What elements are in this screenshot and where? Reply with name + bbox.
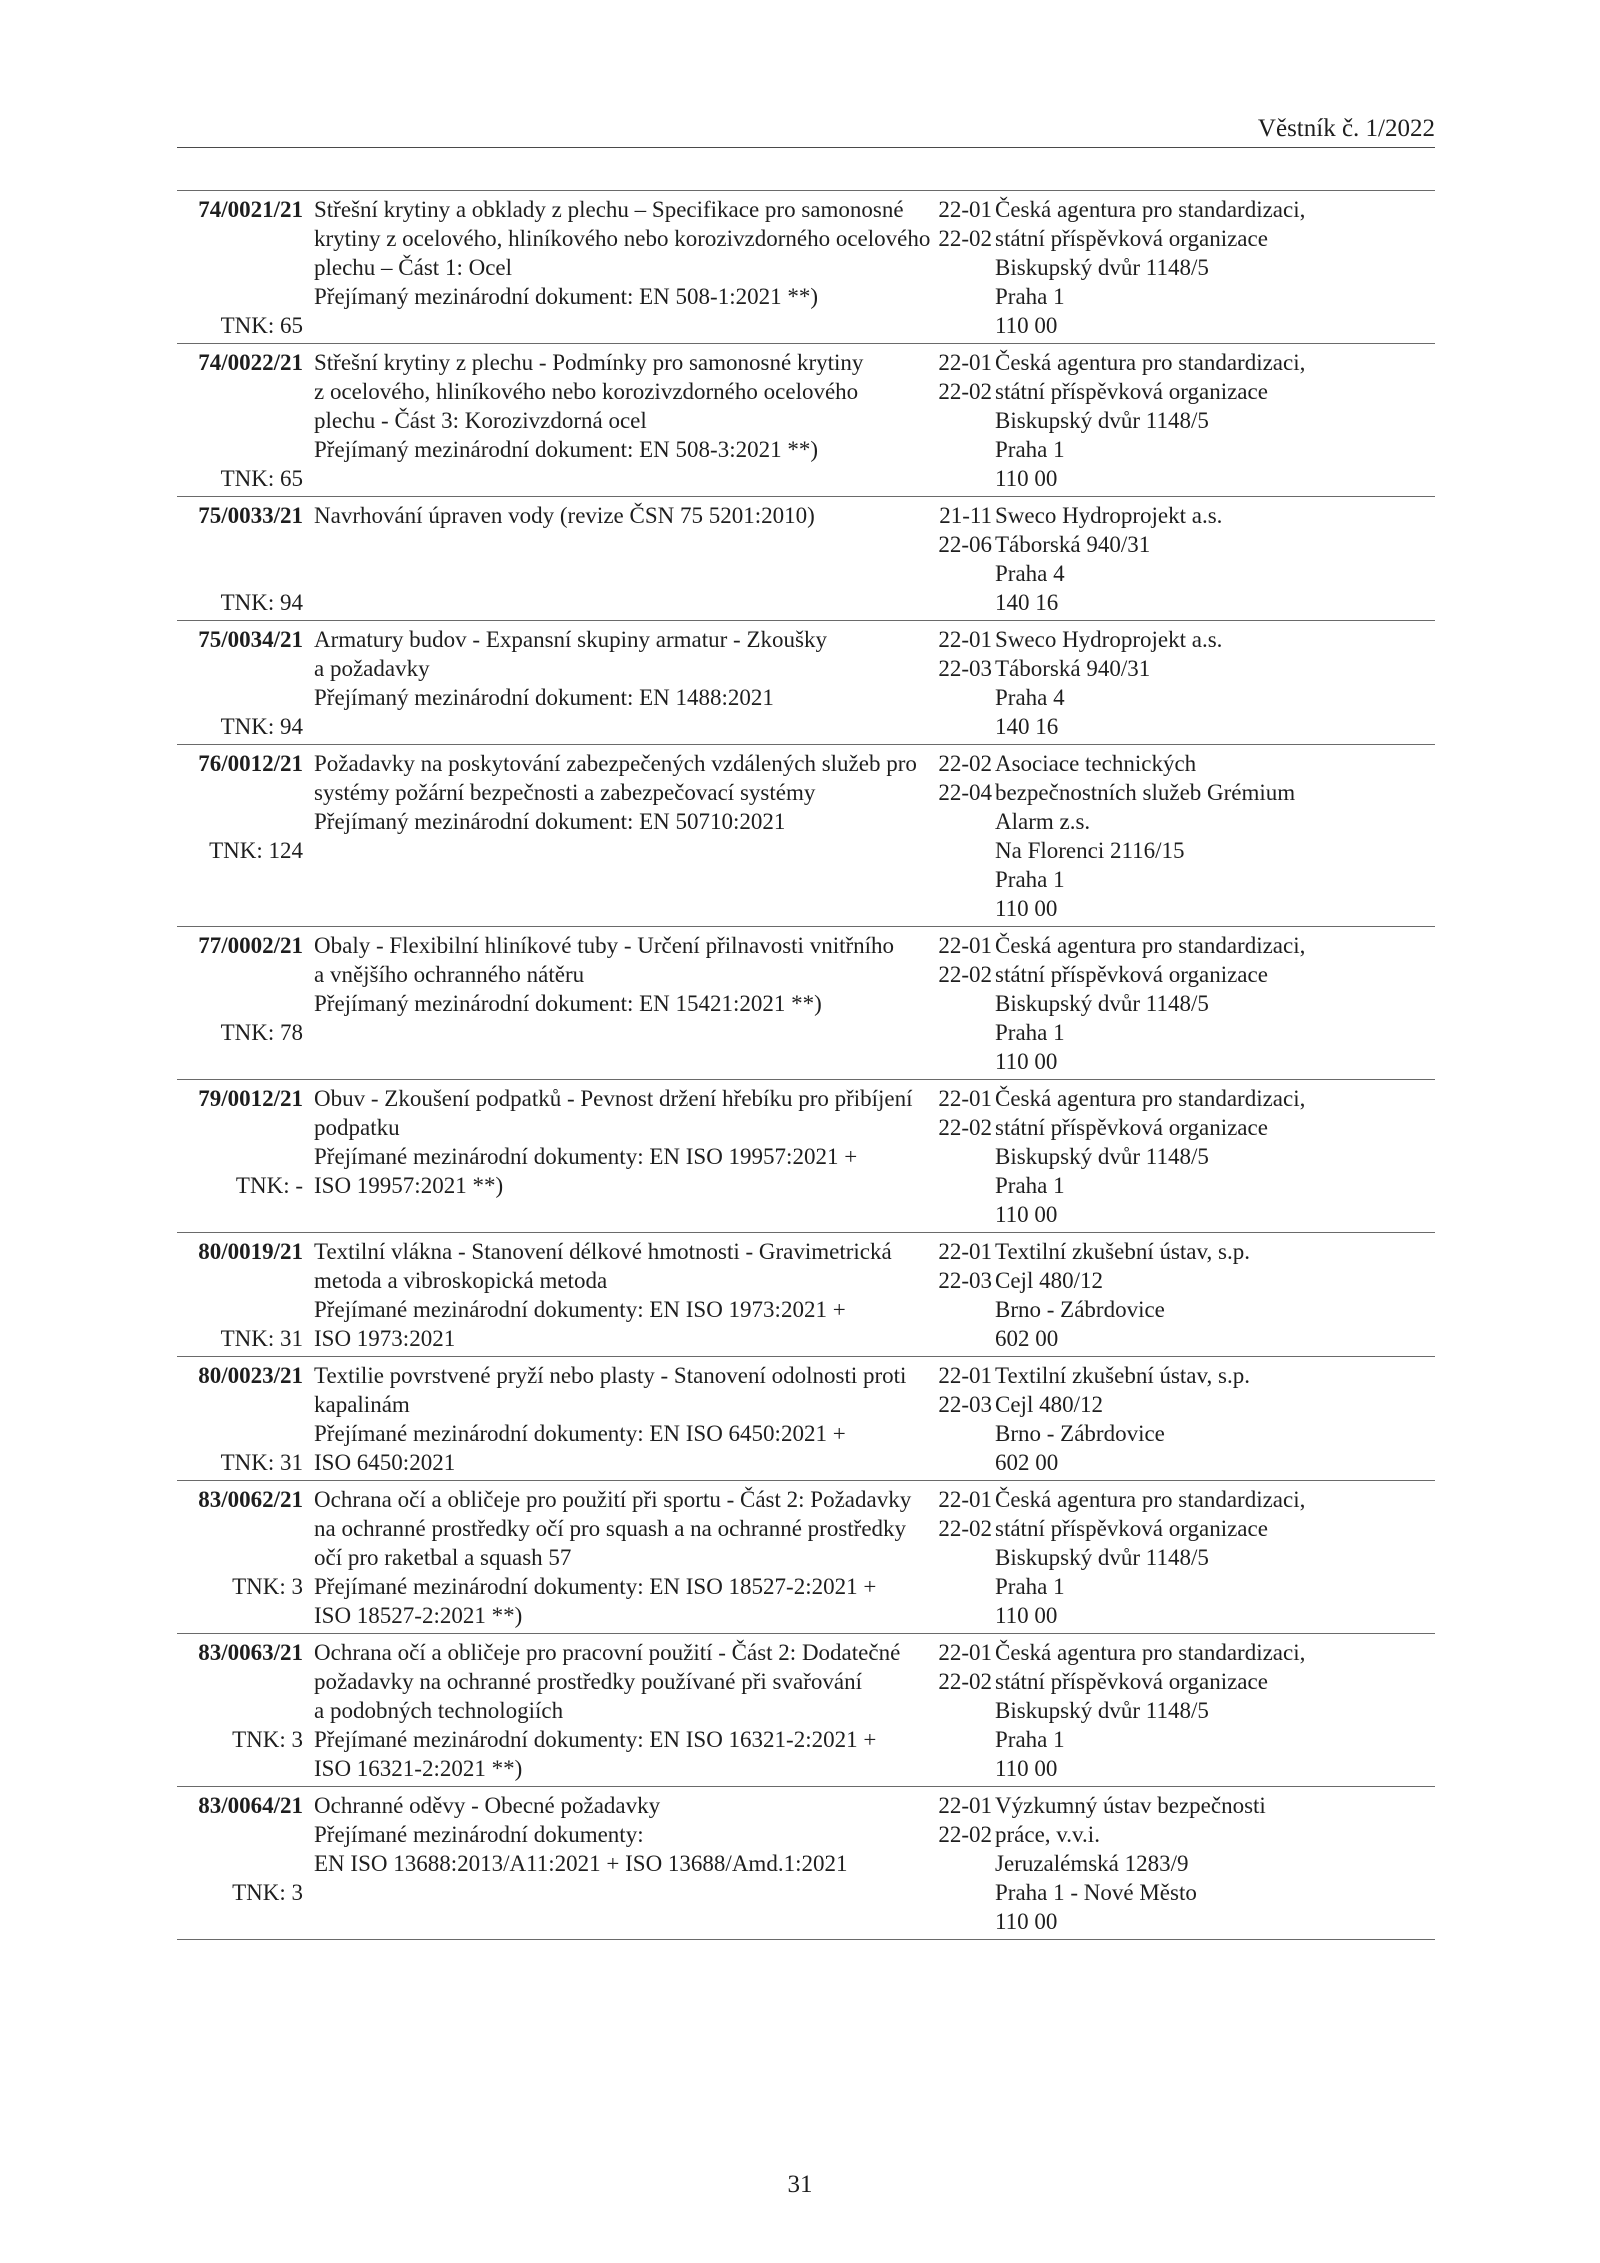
date-value: 22-02 <box>938 751 992 776</box>
address-line: Sweco Hydroprojekt a.s. <box>995 503 1223 528</box>
table-row <box>177 1787 1435 1940</box>
address-line: státní příspěvková organizace <box>995 1115 1268 1140</box>
standard-number: 79/0012/21 <box>198 1086 303 1111</box>
dates-cell <box>900 1638 995 1783</box>
dates-cell <box>900 749 995 923</box>
description-line: Přejímaný mezinárodní dokument: EN 50710:2021 <box>314 809 786 834</box>
date-value: 22-01 <box>938 1487 992 1512</box>
table-row <box>177 1481 1435 1634</box>
standard-description <box>314 931 900 1076</box>
date-value: 22-03 <box>938 1268 992 1293</box>
standard-id-cell <box>177 1361 303 1477</box>
address-line: Sweco Hydroprojekt a.s. <box>995 627 1223 652</box>
organization-address <box>995 1638 1435 1783</box>
dates-cell <box>900 1084 995 1229</box>
address-line: Česká agentura pro standardizaci, <box>995 1086 1306 1111</box>
date-value: 22-02 <box>938 1516 992 1541</box>
address-line: bezpečnostních služeb Grémium <box>995 780 1296 805</box>
description-line: Ochranné oděvy - Obecné požadavky <box>314 1793 661 1818</box>
description-line: Přejímané mezinárodní dokumenty: <box>314 1822 644 1847</box>
address-line: Táborská 940/31 <box>995 656 1151 681</box>
description-line: metoda a vibroskopická metoda <box>314 1268 608 1293</box>
standard-id-cell <box>177 348 303 493</box>
address-line: Asociace technických <box>995 751 1197 776</box>
address-line: Textilní zkušební ústav, s.p. <box>995 1363 1250 1388</box>
description-line: požadavky na ochranné prostředky používané při svařování <box>314 1669 862 1694</box>
standard-description <box>314 195 931 340</box>
description-line: Obaly - Flexibilní hliníkové tuby - Určení přilnavosti vnitřního <box>314 933 895 958</box>
address-line: Česká agentura pro standardizaci, <box>995 1640 1306 1665</box>
address-line: Jeruzalémská 1283/9 <box>995 1851 1189 1876</box>
address-line: státní příspěvková organizace <box>995 1669 1268 1694</box>
address-line: 110 00 <box>995 1603 1058 1628</box>
standard-id-cell <box>177 1237 303 1353</box>
description-line: Textilie povrstvené pryží nebo plasty - Stanovení odolnosti proti <box>314 1363 907 1388</box>
description-line: krytiny z ocelového, hliníkového nebo korozivzdorného ocelového <box>314 226 931 251</box>
organization-address <box>995 625 1435 741</box>
address-line: 602 00 <box>995 1450 1059 1475</box>
description-line: Přejímané mezinárodní dokumenty: EN ISO 1973:2021 + <box>314 1297 846 1322</box>
description-line: Střešní krytiny a obklady z plechu – Specifikace pro samonosné <box>314 197 904 222</box>
standard-description <box>314 1791 900 1936</box>
dates-cell <box>900 1791 995 1936</box>
address-line: Praha 1 <box>995 1020 1065 1045</box>
tnk-label: TNK: 3 <box>232 1574 303 1599</box>
address-line: Biskupský dvůr 1148/5 <box>995 1545 1209 1570</box>
tnk-label: TNK: 124 <box>209 838 303 863</box>
standard-description <box>314 749 917 923</box>
description-line: Obuv - Zkoušení podpatků - Pevnost držení hřebíku pro přibíjení <box>314 1086 913 1111</box>
address-line: 110 00 <box>995 1756 1058 1781</box>
address-line: Biskupský dvůr 1148/5 <box>995 408 1209 433</box>
description-line: Přejímaný mezinárodní dokument: EN 508-1:2021 **) <box>314 284 818 309</box>
address-line: Česká agentura pro standardizaci, <box>995 1487 1306 1512</box>
address-line: Praha 1 <box>995 1173 1065 1198</box>
address-line: práce, v.v.i. <box>995 1822 1100 1847</box>
date-value: 22-02 <box>938 226 992 251</box>
date-value: 22-04 <box>938 780 992 805</box>
address-line: 110 00 <box>995 466 1058 491</box>
address-line: 602 00 <box>995 1326 1059 1351</box>
address-line: Alarm z.s. <box>995 809 1091 834</box>
description-line: ISO 16321-2:2021 **) <box>314 1756 523 1781</box>
table-row <box>177 1634 1435 1787</box>
standard-id-cell <box>177 749 303 923</box>
standard-id-cell <box>177 1084 303 1229</box>
standard-id-cell <box>177 195 303 340</box>
address-line: Cejl 480/12 <box>995 1268 1103 1293</box>
date-value: 22-01 <box>938 1239 992 1264</box>
standard-description <box>314 625 900 741</box>
standard-description <box>314 1638 900 1783</box>
tnk-label: TNK: 94 <box>220 714 303 739</box>
description-line: Přejímaný mezinárodní dokument: EN 15421:2021 **) <box>314 991 822 1016</box>
standard-description <box>314 1485 912 1630</box>
description-line: plechu – Část 1: Ocel <box>314 255 513 280</box>
date-value: 22-02 <box>938 1822 992 1847</box>
date-value: 21-11 <box>939 503 992 528</box>
address-line: státní příspěvková organizace <box>995 379 1268 404</box>
organization-address <box>995 1485 1435 1630</box>
date-value: 22-01 <box>938 1363 992 1388</box>
description-line: Přejímané mezinárodní dokumenty: EN ISO 16321-2:2021 + <box>314 1727 877 1752</box>
address-line: Praha 4 <box>995 561 1065 586</box>
address-line: Praha 1 <box>995 1574 1065 1599</box>
address-line: Česká agentura pro standardizaci, <box>995 350 1306 375</box>
standard-number: 83/0064/21 <box>198 1793 303 1818</box>
organization-address <box>995 1791 1435 1936</box>
description-line: systémy požární bezpečnosti a zabezpečovací systémy <box>314 780 816 805</box>
description-line: a požadavky <box>314 656 430 681</box>
dates-cell <box>900 931 995 1076</box>
address-line: Biskupský dvůr 1148/5 <box>995 1144 1209 1169</box>
description-line: Přejímaný mezinárodní dokument: EN 1488:2021 <box>314 685 774 710</box>
dates-cell <box>900 348 995 493</box>
address-line: Biskupský dvůr 1148/5 <box>995 991 1209 1016</box>
address-line: Praha 4 <box>995 685 1065 710</box>
organization-address <box>995 195 1435 340</box>
organization-address <box>995 1237 1435 1353</box>
dates-cell <box>900 1237 995 1353</box>
standard-number: 74/0022/21 <box>198 350 303 375</box>
description-line: a vnějšího ochranného nátěru <box>314 962 585 987</box>
address-line: Textilní zkušební ústav, s.p. <box>995 1239 1250 1264</box>
description-line: Přejímané mezinárodní dokumenty: EN ISO 19957:2021 + <box>314 1144 858 1169</box>
table-row <box>177 621 1435 745</box>
address-line: státní příspěvková organizace <box>995 226 1268 251</box>
date-value: 22-02 <box>938 962 992 987</box>
standard-id-cell <box>177 1638 303 1783</box>
date-value: 22-02 <box>938 1115 992 1140</box>
organization-address <box>995 931 1435 1076</box>
table-row <box>177 1233 1435 1357</box>
address-line: 110 00 <box>995 896 1058 921</box>
dates-cell <box>900 501 995 617</box>
date-value: 22-03 <box>938 1392 992 1417</box>
dates-cell <box>900 625 995 741</box>
description-line: z ocelového, hliníkového nebo korozivzdorného ocelového <box>314 379 859 404</box>
address-line: Výzkumný ústav bezpečnosti <box>995 1793 1266 1818</box>
standard-number: 75/0034/21 <box>198 627 303 652</box>
date-value: 22-01 <box>938 933 992 958</box>
standard-description <box>314 1084 913 1229</box>
organization-address <box>995 749 1435 923</box>
table-row <box>177 1080 1435 1233</box>
table-row <box>177 344 1435 497</box>
date-value: 22-06 <box>938 532 992 557</box>
description-line: Přejímaný mezinárodní dokument: EN 508-3:2021 **) <box>314 437 818 462</box>
standard-description <box>314 501 900 617</box>
address-line: státní příspěvková organizace <box>995 1516 1268 1541</box>
organization-address <box>995 348 1435 493</box>
journal-title: Věstník č. 1/2022 <box>1257 115 1435 142</box>
address-line: 110 00 <box>995 1049 1058 1074</box>
address-line: Brno - Zábrdovice <box>995 1421 1165 1446</box>
table-row <box>177 1357 1435 1481</box>
tnk-label: TNK: 65 <box>220 466 303 491</box>
standard-id-cell <box>177 931 303 1076</box>
description-line: Přejímané mezinárodní dokumenty: EN ISO 6450:2021 + <box>314 1421 846 1446</box>
description-line: ISO 1973:2021 <box>314 1326 456 1351</box>
standard-number: 75/0033/21 <box>198 503 303 528</box>
tnk-label: TNK: - <box>235 1173 303 1198</box>
organization-address <box>995 501 1435 617</box>
address-line: Česká agentura pro standardizaci, <box>995 197 1306 222</box>
address-line: státní příspěvková organizace <box>995 962 1268 987</box>
page-number: 31 <box>787 2171 813 2198</box>
address-line: Táborská 940/31 <box>995 532 1151 557</box>
date-value: 22-02 <box>938 1669 992 1694</box>
standard-number: 83/0063/21 <box>198 1640 303 1665</box>
standard-number: 74/0021/21 <box>198 197 303 222</box>
standard-number: 77/0002/21 <box>198 933 303 958</box>
description-line: kapalinám <box>314 1392 410 1417</box>
address-line: 110 00 <box>995 1909 1058 1934</box>
description-line: ISO 19957:2021 **) <box>314 1173 504 1198</box>
tnk-label: TNK: 78 <box>220 1020 303 1045</box>
description-line: Armatury budov - Expansní skupiny armatur - Zkoušky <box>314 627 827 652</box>
standard-description <box>314 1237 900 1353</box>
standard-id-cell <box>177 501 303 617</box>
description-line: a podobných technologiích <box>314 1698 564 1723</box>
standard-number: 76/0012/21 <box>198 751 303 776</box>
standard-description <box>314 1361 907 1477</box>
address-line: Cejl 480/12 <box>995 1392 1103 1417</box>
table-row <box>177 745 1435 927</box>
address-line: Praha 1 - Nové Město <box>995 1880 1197 1905</box>
tnk-label: TNK: 31 <box>220 1326 303 1351</box>
date-value: 22-01 <box>938 627 992 652</box>
standard-id-cell <box>177 625 303 741</box>
description-line: Přejímané mezinárodní dokumenty: EN ISO 18527-2:2021 + <box>314 1574 877 1599</box>
address-line: Praha 1 <box>995 437 1065 462</box>
description-line: ISO 6450:2021 <box>314 1450 456 1475</box>
standard-number: 80/0023/21 <box>198 1363 303 1388</box>
address-line: Brno - Zábrdovice <box>995 1297 1165 1322</box>
table-row <box>177 191 1435 344</box>
date-value: 22-03 <box>938 656 992 681</box>
description-line: očí pro raketbal a squash 57 <box>314 1545 572 1570</box>
date-value: 22-01 <box>938 1640 992 1665</box>
page-header <box>177 110 1435 148</box>
dates-cell <box>900 1361 995 1477</box>
dates-cell <box>900 195 995 340</box>
tnk-label: TNK: 3 <box>232 1880 303 1905</box>
table-row <box>177 497 1435 621</box>
description-line: Textilní vlákna - Stanovení délkové hmotnosti - Gravimetrická <box>314 1239 892 1264</box>
address-line: Na Florenci 2116/15 <box>995 838 1185 863</box>
address-line: Praha 1 <box>995 1727 1065 1752</box>
standard-id-cell <box>177 1485 303 1630</box>
date-value: 22-02 <box>938 379 992 404</box>
description-line: Ochrana očí a obličeje pro použití při sportu - Část 2: Požadavky <box>314 1487 912 1512</box>
description-line: Ochrana očí a obličeje pro pracovní použití - Část 2: Dodatečné <box>314 1640 901 1665</box>
address-line: Biskupský dvůr 1148/5 <box>995 1698 1209 1723</box>
standard-number: 80/0019/21 <box>198 1239 303 1264</box>
date-value: 22-01 <box>938 1086 992 1111</box>
standard-id-cell <box>177 1791 303 1936</box>
description-line: EN ISO 13688:2013/A11:2021 + ISO 13688/Amd.1:2021 <box>314 1851 848 1876</box>
description-line: podpatku <box>314 1115 400 1140</box>
address-line: Česká agentura pro standardizaci, <box>995 933 1306 958</box>
date-value: 22-01 <box>938 1793 992 1818</box>
tnk-label: TNK: 31 <box>220 1450 303 1475</box>
tnk-label: TNK: 65 <box>220 313 303 338</box>
address-line: 110 00 <box>995 1202 1058 1227</box>
description-line: plechu - Část 3: Korozivzdorná ocel <box>314 408 647 433</box>
standard-description <box>314 348 900 493</box>
address-line: 110 00 <box>995 313 1058 338</box>
table-row <box>177 927 1435 1080</box>
organization-address <box>995 1084 1435 1229</box>
organization-address <box>995 1361 1435 1477</box>
description-line: Navrhování úpraven vody (revize ČSN 75 5201:2010) <box>314 503 815 528</box>
description-line: Požadavky na poskytování zabezpečených vzdálených služeb pro <box>314 751 917 776</box>
address-line: 140 16 <box>995 714 1059 739</box>
date-value: 22-01 <box>938 197 992 222</box>
description-line: Střešní krytiny z plechu - Podmínky pro samonosné krytiny <box>314 350 864 375</box>
tnk-label: TNK: 94 <box>220 590 303 615</box>
description-line: na ochranné prostředky očí pro squash a na ochranné prostředky <box>314 1516 907 1541</box>
tnk-label: TNK: 3 <box>232 1727 303 1752</box>
standards-table <box>177 190 1435 1940</box>
date-value: 22-01 <box>938 350 992 375</box>
description-line: ISO 18527-2:2021 **) <box>314 1603 523 1628</box>
standard-number: 83/0062/21 <box>198 1487 303 1512</box>
dates-cell <box>900 1485 995 1630</box>
address-line: Biskupský dvůr 1148/5 <box>995 255 1209 280</box>
address-line: Praha 1 <box>995 867 1065 892</box>
address-line: 140 16 <box>995 590 1059 615</box>
address-line: Praha 1 <box>995 284 1065 309</box>
